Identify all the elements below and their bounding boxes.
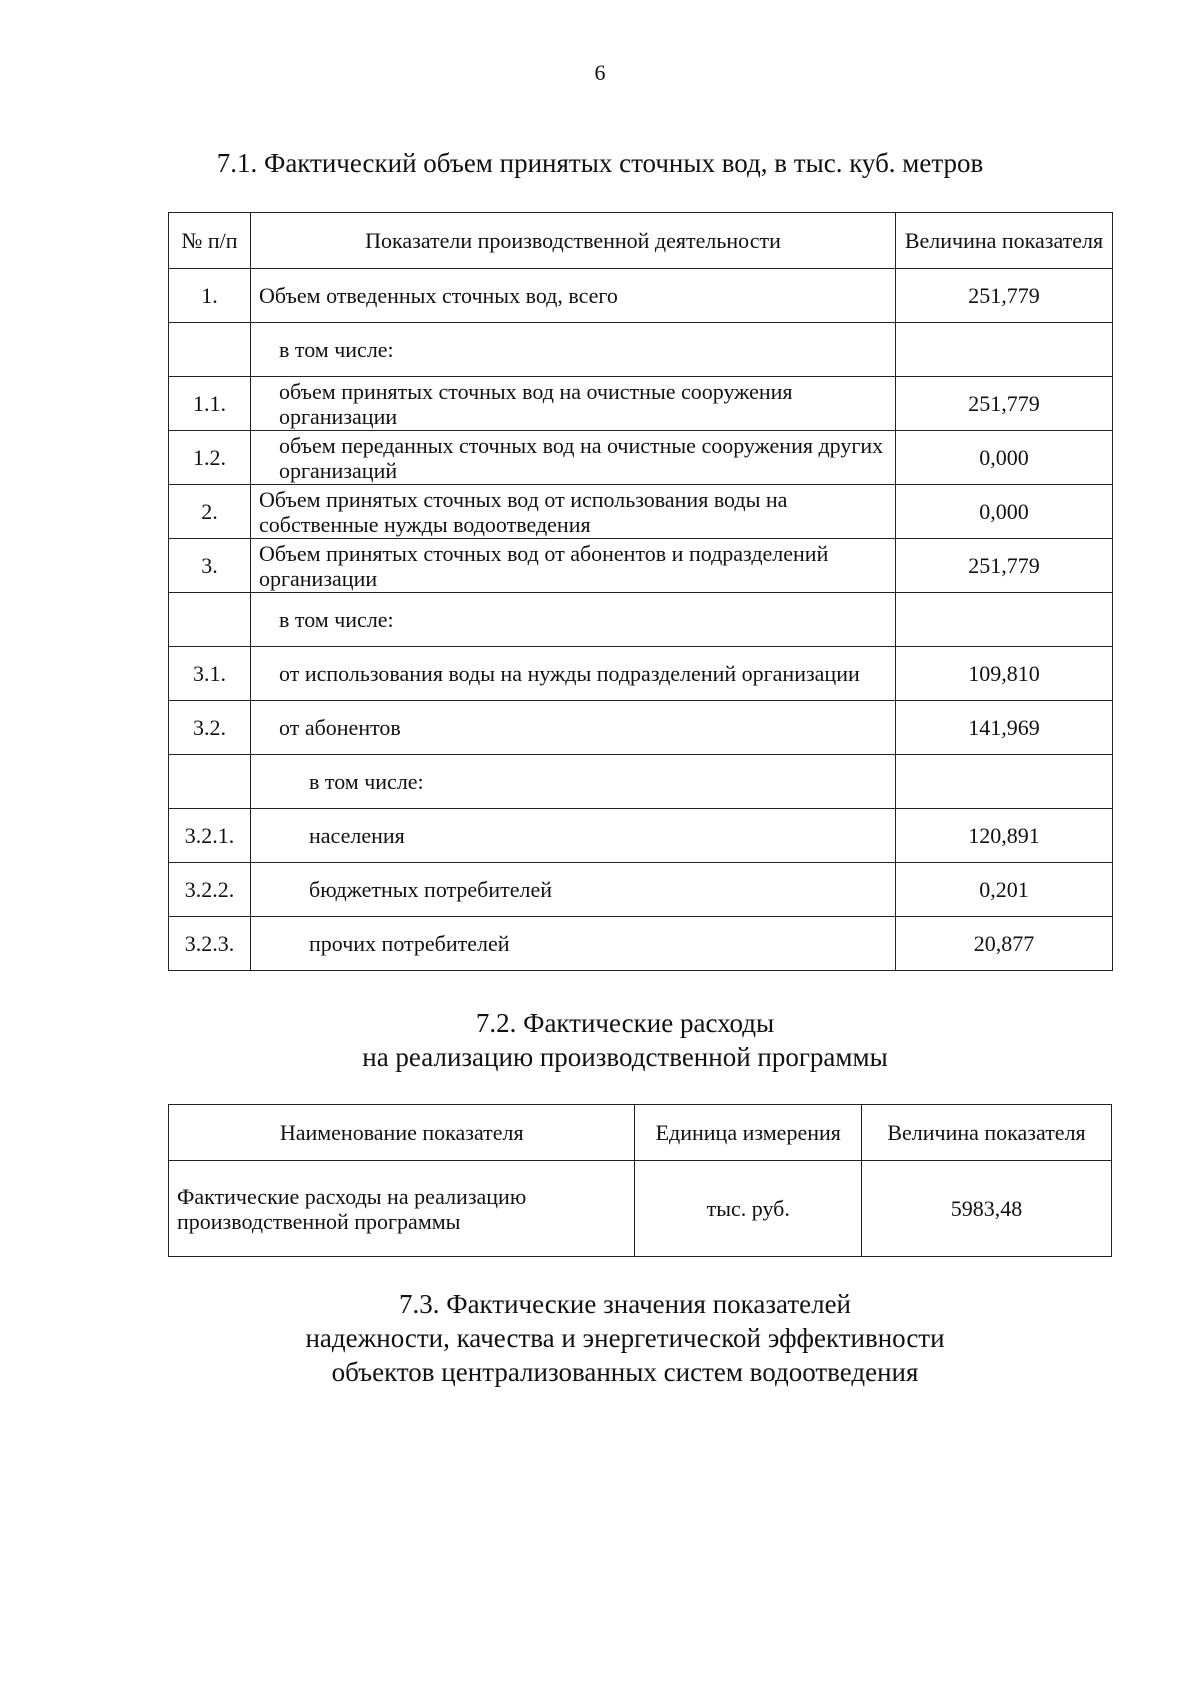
row-num: 2. [169,485,251,539]
page-number: 6 [594,60,606,85]
row-label: Объем принятых сточных вод от использования воды на собственные нужды водоотведения [251,485,896,539]
row-value: 251,779 [896,539,1113,593]
row-num: 3.1. [169,647,251,701]
row-label: от использования воды на нужды подразделений организации [251,647,896,701]
row-num: 3.2.1. [169,809,251,863]
table-row [169,269,1113,323]
wastewater-volume-table [168,212,1113,971]
row-value: 0,000 [896,485,1113,539]
row-value: 0,000 [896,431,1113,485]
table-header-row [169,1105,1112,1161]
row-num: 1.1. [169,377,251,431]
row-value: 120,891 [896,809,1113,863]
header-value: Величина показателя [896,213,1113,269]
row-num: 3. [169,539,251,593]
row-value: 20,877 [896,917,1113,971]
section-7-3-title [0,1287,1200,1389]
row-num [169,755,251,809]
row-label: в том числе: [251,323,896,377]
row-unit: тыс. руб. [635,1161,862,1257]
header-name: Наименование показателя [169,1105,635,1161]
table-row [169,809,1113,863]
row-label: объем переданных сточных вод на очистные сооружения других организаций [251,431,896,485]
table-row [169,593,1113,647]
section-7-2-title [0,1006,1200,1074]
row-label: объем принятых сточных вод на очистные сооружения организации [251,377,896,431]
row-value [896,593,1113,647]
table-row [169,377,1113,431]
table-header-row [169,213,1113,269]
row-value [896,323,1113,377]
row-label: населения [251,809,896,863]
row-num: 1. [169,269,251,323]
table-row [169,431,1113,485]
row-value: 5983,48 [862,1161,1112,1257]
header-num: № п/п [169,213,251,269]
row-label: Объем принятых сточных вод от абонентов и подразделений организации [251,539,896,593]
row-label: Объем отведенных сточных вод, всего [251,269,896,323]
row-label: в том числе: [251,593,896,647]
row-num [169,323,251,377]
header-unit: Единица измерения [635,1105,862,1161]
table-row [169,701,1113,755]
row-label: от абонентов [251,701,896,755]
table-row [169,647,1113,701]
row-num: 3.2.3. [169,917,251,971]
section-7-3-title-line2: надежности, качества и энергетической эффективности [305,1323,945,1353]
row-label: бюджетных потребителей [251,863,896,917]
row-value: 0,201 [896,863,1113,917]
row-value: 251,779 [896,377,1113,431]
table-row [169,323,1113,377]
section-7-3-title-line3: объектов централизованных систем водоотведения [331,1357,919,1387]
table-row [169,755,1113,809]
section-7-2-title-line2: на реализацию производственной программы [362,1042,888,1072]
row-name: Фактические расходы на реализацию производственной программы [169,1161,635,1257]
program-expenses-table [168,1104,1112,1257]
table-row [169,863,1113,917]
row-num: 3.2. [169,701,251,755]
row-value: 141,969 [896,701,1113,755]
row-num: 1.2. [169,431,251,485]
table-row [169,917,1113,971]
header-indicator: Показатели производственной деятельности [251,213,896,269]
section-7-2-title-line1: 7.2. Фактические расходы [475,1008,775,1038]
table-row [169,1161,1112,1257]
table-row [169,485,1113,539]
section-7-3-title-line1: 7.3. Фактические значения показателей [398,1289,852,1319]
table-row [169,539,1113,593]
header-value: Величина показателя [862,1105,1112,1161]
section-7-1-title: 7.1. Фактический объем принятых сточных вод, в тыс. куб. метров [216,148,984,178]
row-value: 251,779 [896,269,1113,323]
row-value [896,755,1113,809]
row-label: в том числе: [251,755,896,809]
row-label: прочих потребителей [251,917,896,971]
row-value: 109,810 [896,647,1113,701]
row-num: 3.2.2. [169,863,251,917]
row-num [169,593,251,647]
